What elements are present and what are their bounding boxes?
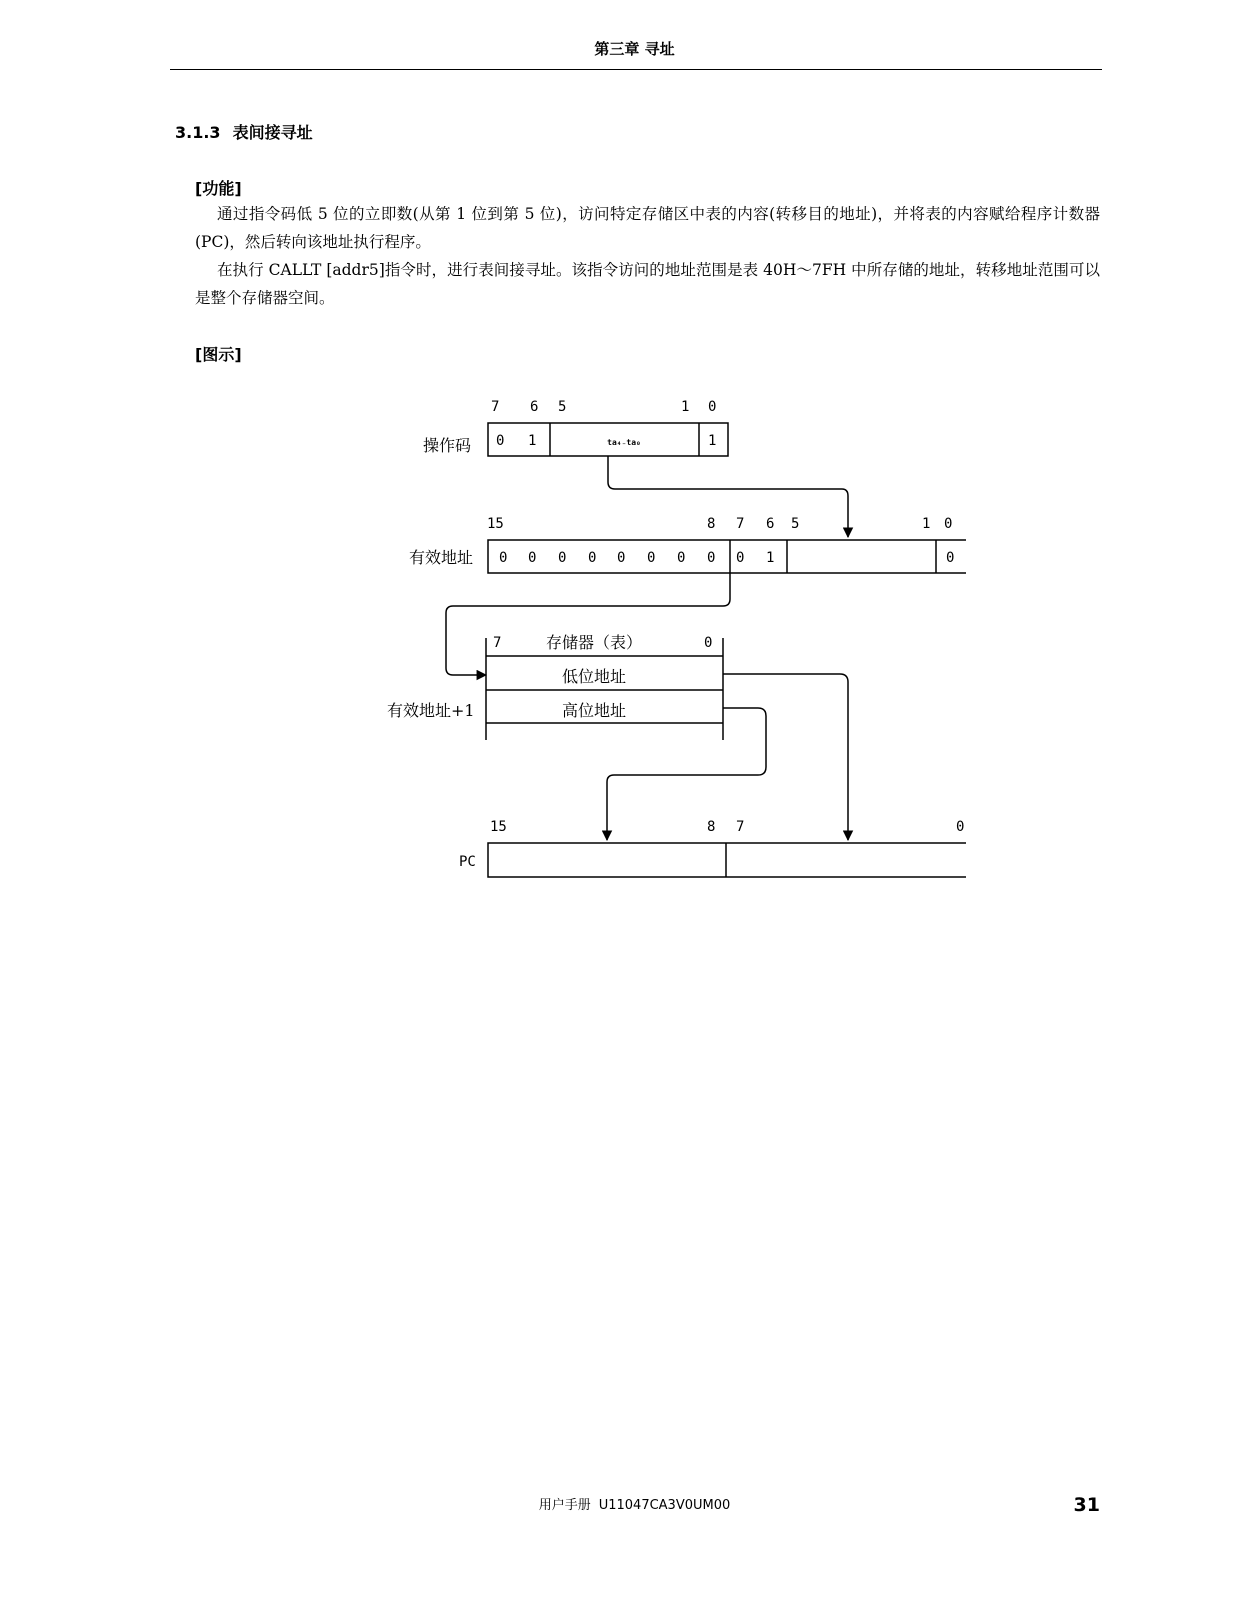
opcode-bit-0: 0 <box>708 399 717 415</box>
opcode-bit-value-0: 0 <box>496 433 505 449</box>
address-value-14: 0 <box>528 550 537 566</box>
pc-bit-8: 8 <box>707 819 716 835</box>
section-heading <box>175 120 313 143</box>
effective-address-plus-one-label: 有效地址+1 <box>387 701 475 720</box>
pc-bit-7: 7 <box>736 819 745 835</box>
function-heading: [功能] <box>195 179 242 198</box>
pc-bit-0: 0 <box>956 819 965 835</box>
opcode-bit-1: 1 <box>681 399 690 415</box>
effective-address-label: 有效地址 <box>409 548 474 567</box>
table-bit-0: 0 <box>704 635 713 651</box>
chapter-title: 第三章 寻址 <box>594 40 675 58</box>
table-row-low-address: 低位地址 <box>561 667 627 686</box>
arrow-low-byte-to-pc <box>723 674 848 840</box>
address-value-0: 0 <box>946 550 955 566</box>
address-value-8: 0 <box>707 550 716 566</box>
page-number: 31 <box>1073 1494 1100 1516</box>
address-value-12: 0 <box>588 550 597 566</box>
address-bit-6: 6 <box>766 516 775 532</box>
opcode-ta-field: ta₄₋ta₀ <box>607 438 641 447</box>
figure-heading: [图示] <box>195 345 242 364</box>
function-paragraph-2: 在执行 CALLT [addr5]指令时，进行表间接寻址。该指令访问的地址范围是表 40H～7FH 中所存储的地址，转移地址范围可以是整个存储器空间。 <box>195 261 1100 307</box>
opcode-label: 操作码 <box>423 436 472 455</box>
opcode-bit-labels <box>491 399 716 415</box>
address-high-bits <box>499 550 715 566</box>
address-value-15: 0 <box>499 550 508 566</box>
arrow-address-to-table <box>446 573 730 675</box>
address-value-13: 0 <box>558 550 567 566</box>
address-bit-7: 7 <box>736 516 745 532</box>
address-value-6: 1 <box>766 550 775 566</box>
address-bit-0: 0 <box>944 516 953 532</box>
arrow-opcode-to-address <box>608 456 848 537</box>
memory-table-title: 存储器（表） <box>545 633 643 652</box>
function-paragraph-1: 通过指令码低 5 位的立即数(从第 1 位到第 5 位)，访问特定存储区中表的内容(转移目的地址)，并将表的内容赋给程序计数器(PC)，然后转向该地址执行程序。 <box>195 205 1100 251</box>
address-value-7: 0 <box>736 550 745 566</box>
address-value-9: 0 <box>677 550 686 566</box>
address-value-10: 0 <box>647 550 656 566</box>
address-bit-1: 1 <box>922 516 931 532</box>
address-bit-8: 8 <box>707 516 716 532</box>
table-indirect-addressing-diagram <box>380 390 980 890</box>
table-bit-7: 7 <box>493 635 502 651</box>
opcode-bit-7: 7 <box>491 399 500 415</box>
opcode-bit-value-last: 1 <box>708 433 717 449</box>
footer-doc-number: U11047CA3V0UM00 <box>598 1498 731 1513</box>
memory-table <box>486 638 723 740</box>
pc-bit-15: 15 <box>490 819 507 835</box>
opcode-bit-value-1: 1 <box>528 433 537 449</box>
address-bit-5: 5 <box>791 516 800 532</box>
section-number: 3.1.3 <box>175 123 221 142</box>
section-title: 表间接寻址 <box>232 123 313 142</box>
header-rule <box>170 69 1102 70</box>
opcode-bit-6: 6 <box>530 399 539 415</box>
pc-label: PC <box>459 854 476 870</box>
table-row-high-address: 高位地址 <box>561 701 627 720</box>
address-bit-15: 15 <box>487 516 504 532</box>
opcode-bit-5: 5 <box>558 399 567 415</box>
address-value-11: 0 <box>617 550 626 566</box>
address-bit-labels <box>487 516 952 532</box>
footer <box>0 1494 1237 1513</box>
footer-manual-label: 用户手册 <box>538 1498 591 1513</box>
pc-register <box>488 843 966 877</box>
